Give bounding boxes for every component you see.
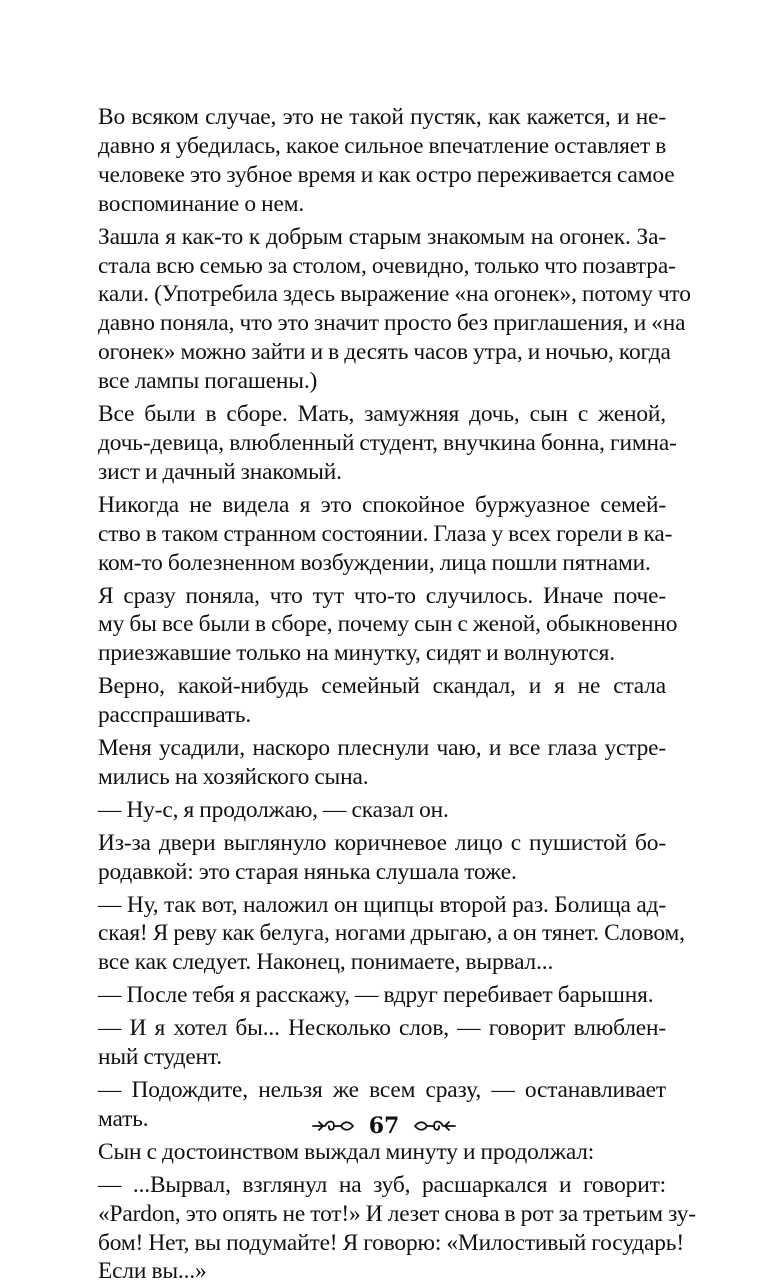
text-line: бом! Нет, вы подумайте! Я говорю: «Милостивый государь! (98, 1229, 684, 1256)
text-line: ство в таком странном состоянии. Глаза у всех горели в ка- (98, 520, 673, 547)
paragraph (98, 1171, 696, 1286)
text-line: Все были в сборе. Мать, замужняя дочь, сын с женой, (98, 401, 666, 428)
text-line: давно я убедилась, какое сильное впечатление оставляет в (98, 132, 667, 159)
text-line: Никогда не видела я это спокойное буржуазное семей- (98, 491, 666, 518)
text-line: расспрашивать. (98, 702, 252, 729)
paragraph (98, 734, 666, 792)
text-line: Меня усадили, наскоро плеснули чаю, и все глаза устре- (98, 735, 666, 762)
text-line: родавкой: это старая нянька слушала тоже. (98, 858, 517, 885)
text-line: Из-за двери выглянуло коричневое лицо с пушистой бо- (98, 829, 666, 856)
text-line: Верно, какой-нибудь семейный скандал, и я не стала (98, 673, 666, 700)
paragraph (98, 582, 678, 669)
paragraph (98, 223, 691, 396)
text-line: приезжавшие только на минутку, сидят и волнуются. (98, 640, 615, 667)
paragraph (98, 891, 685, 978)
paragraph (98, 491, 673, 578)
text-line: Во всяком случае, это не такой пустяк, как кажется, и не- (98, 104, 666, 130)
text-line: все лампы погашены.) (98, 368, 318, 395)
text-line: Если вы...» (98, 1258, 207, 1285)
text-line: — Ну, так вот, наложил он щипцы второй раз. Болища ад- (98, 891, 666, 918)
paragraph (98, 981, 666, 1010)
text-line: — Подождите, нельзя же всем сразу, — останавливает (98, 1077, 666, 1103)
text-line: — Ну-с, я продолжаю, — сказал он. (98, 796, 449, 823)
text-line: — ...Вырвал, взглянул на зуб, расшаркался и говорит: (98, 1171, 666, 1198)
text-line: «Pardon, это опять не тот!» И лезет снова в рот за третьим зу- (98, 1200, 696, 1227)
text-line: огонек» можно зайти и в десять часов утра, и ночью, когда (98, 339, 671, 366)
text-line: зист и дачный знакомый. (98, 458, 342, 485)
paragraph (98, 829, 666, 887)
text-line: Я сразу поняла, что тут что-то случилось. Иначе поче- (98, 582, 666, 609)
text-line: — И я хотел бы... Несколько слов, — говорит влюблен- (98, 1015, 666, 1042)
text-line: му бы все были в сборе, почему сын с женой, обыкновенно (98, 611, 678, 638)
text-line: человеке это зубное время и как остро переживается самое (98, 161, 675, 188)
text-line: мать. (98, 1105, 149, 1132)
text-line: стала всю семью за столом, очевидно, только что позавтра- (98, 252, 676, 279)
paragraph (98, 1138, 666, 1167)
text-line: кали. (Употребила здесь выражение «на огонек», потому что (98, 281, 691, 308)
paragraph (98, 672, 666, 730)
text-line: дочь-девица, влюбленный студент, внучкина бонна, гимна- (98, 429, 677, 456)
fleuron-left-icon (311, 1117, 355, 1135)
text-line: Сын с достоинством выждал минуту и продолжал: (98, 1138, 595, 1165)
paragraph (98, 796, 666, 825)
paragraph (98, 1014, 666, 1072)
text-line: — После тебя я расскажу, — вдруг перебивает барышня. (98, 982, 654, 1009)
text-line: Зашла я как-то к добрым старым знакомым на огонек. За- (98, 223, 666, 250)
text-line: воспоминание о нем. (98, 190, 305, 217)
paragraph (98, 400, 677, 487)
page-footer (0, 1113, 768, 1139)
text-line: ская! Я реву как белуга, ногами дрыгаю, а он тянет. Словом, (98, 920, 685, 947)
paragraph (98, 103, 675, 219)
text-line: мились на хозяйского сына. (98, 763, 369, 790)
text-line: ный студент. (98, 1044, 222, 1071)
page-number: 67 (368, 1113, 400, 1139)
text-line: давно поняла, что это значит просто без приглашения, и «на (98, 310, 686, 337)
text-line: все как следует. Наконец, понимаете, вырвал... (98, 949, 554, 976)
fleuron-right-icon (413, 1117, 457, 1135)
text-line: ком-то болезненном возбуждении, лица пошли пятнами. (98, 549, 651, 576)
body-text (98, 103, 696, 1286)
